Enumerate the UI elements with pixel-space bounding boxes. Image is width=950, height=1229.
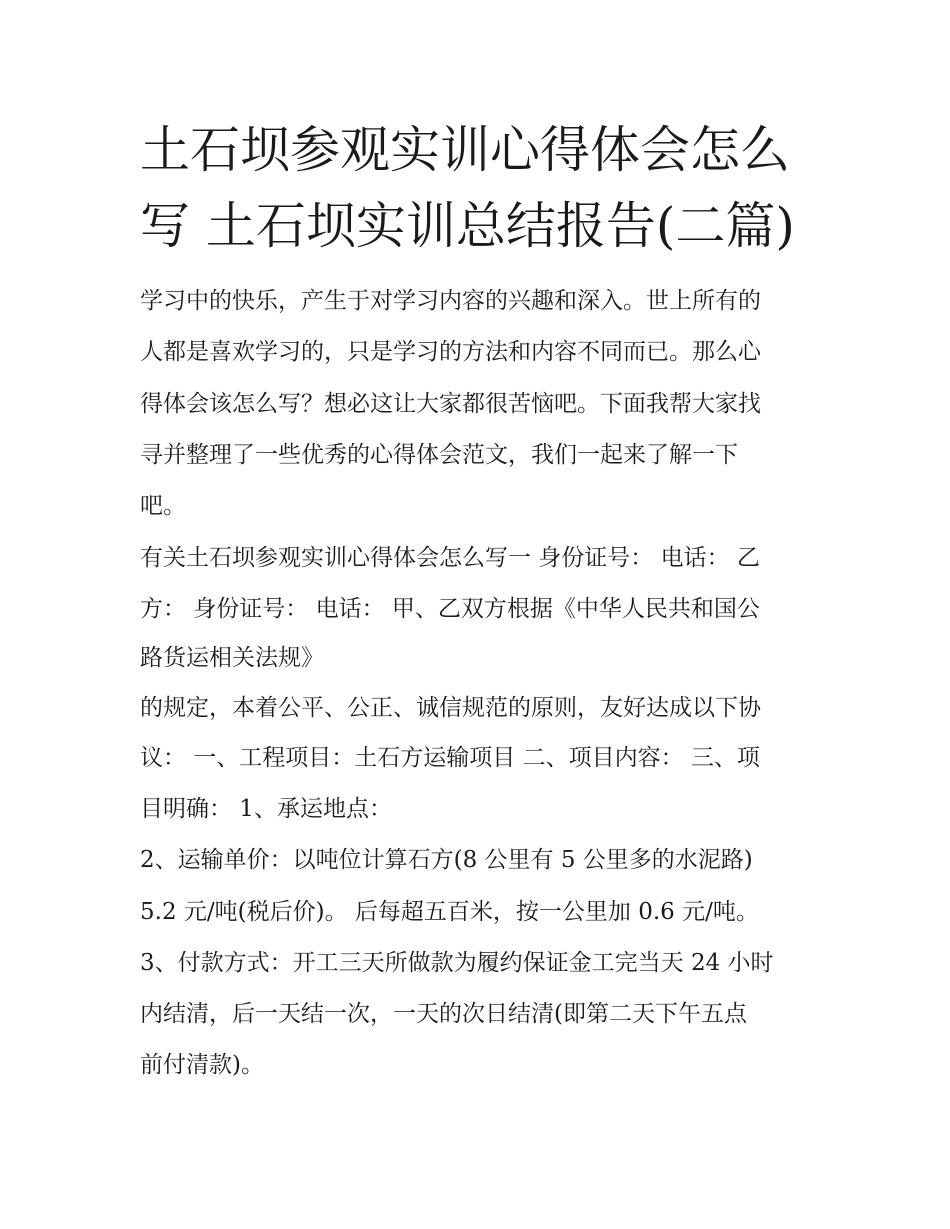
body-line-1: 学习中的快乐，产生于对学习内容的兴趣和深入。世上所有的 — [140, 288, 761, 314]
body-line-16: 前付清款)。 — [140, 1052, 264, 1078]
body-line-2: 人都是喜欢学习的，只是学习的方法和内容不同而已。那么心 — [140, 339, 761, 365]
document-title — [140, 112, 820, 264]
body-line-7: 方： 身份证号： 电话： 甲、乙双方根据《中华人民共和国公 — [140, 596, 760, 622]
body-line-8: 路货运相关法规》 — [140, 645, 324, 671]
body-line-15: 内结清，后一天结一次，一天的次日结清(即第二天下午五点 — [140, 1001, 747, 1027]
body-line-5: 吧。 — [140, 493, 186, 519]
body-line-12: 2、运输单价：以吨位计算石方(8 公里有 5 公里多的水泥路) — [140, 847, 753, 873]
body-line-6: 有关土石坝参观实训心得体会怎么写一 身份证号： 电话： 乙 — [140, 545, 760, 571]
body-line-9: 的规定，本着公平、公正、诚信规范的原则，友好达成以下协 — [140, 695, 761, 721]
body-line-11: 目明确： 1、承运地点： — [140, 796, 392, 822]
title-line-2: 写 土石坝实训总结报告(二篇) — [140, 197, 795, 255]
body-line-14: 3、付款方式：开工三天所做款为履约保证金工完当天 24 小时 — [140, 950, 774, 976]
title-line-1: 土石坝参观实训心得体会怎么 — [140, 121, 790, 179]
body-line-4: 寻并整理了一些优秀的心得体会范文，我们一起来了解一下 — [140, 442, 738, 468]
body-line-3: 得体会该怎么写？想必这让大家都很苦恼吧。下面我帮大家找 — [140, 391, 761, 417]
body-line-10: 议： 一、工程项目：土石方运输项目 二、项目内容： 三、项 — [140, 745, 760, 771]
body-line-13: 5.2 元/吨(税后价)。 后每超五百米，按一公里加 0.6 元/吨。 — [140, 899, 759, 925]
